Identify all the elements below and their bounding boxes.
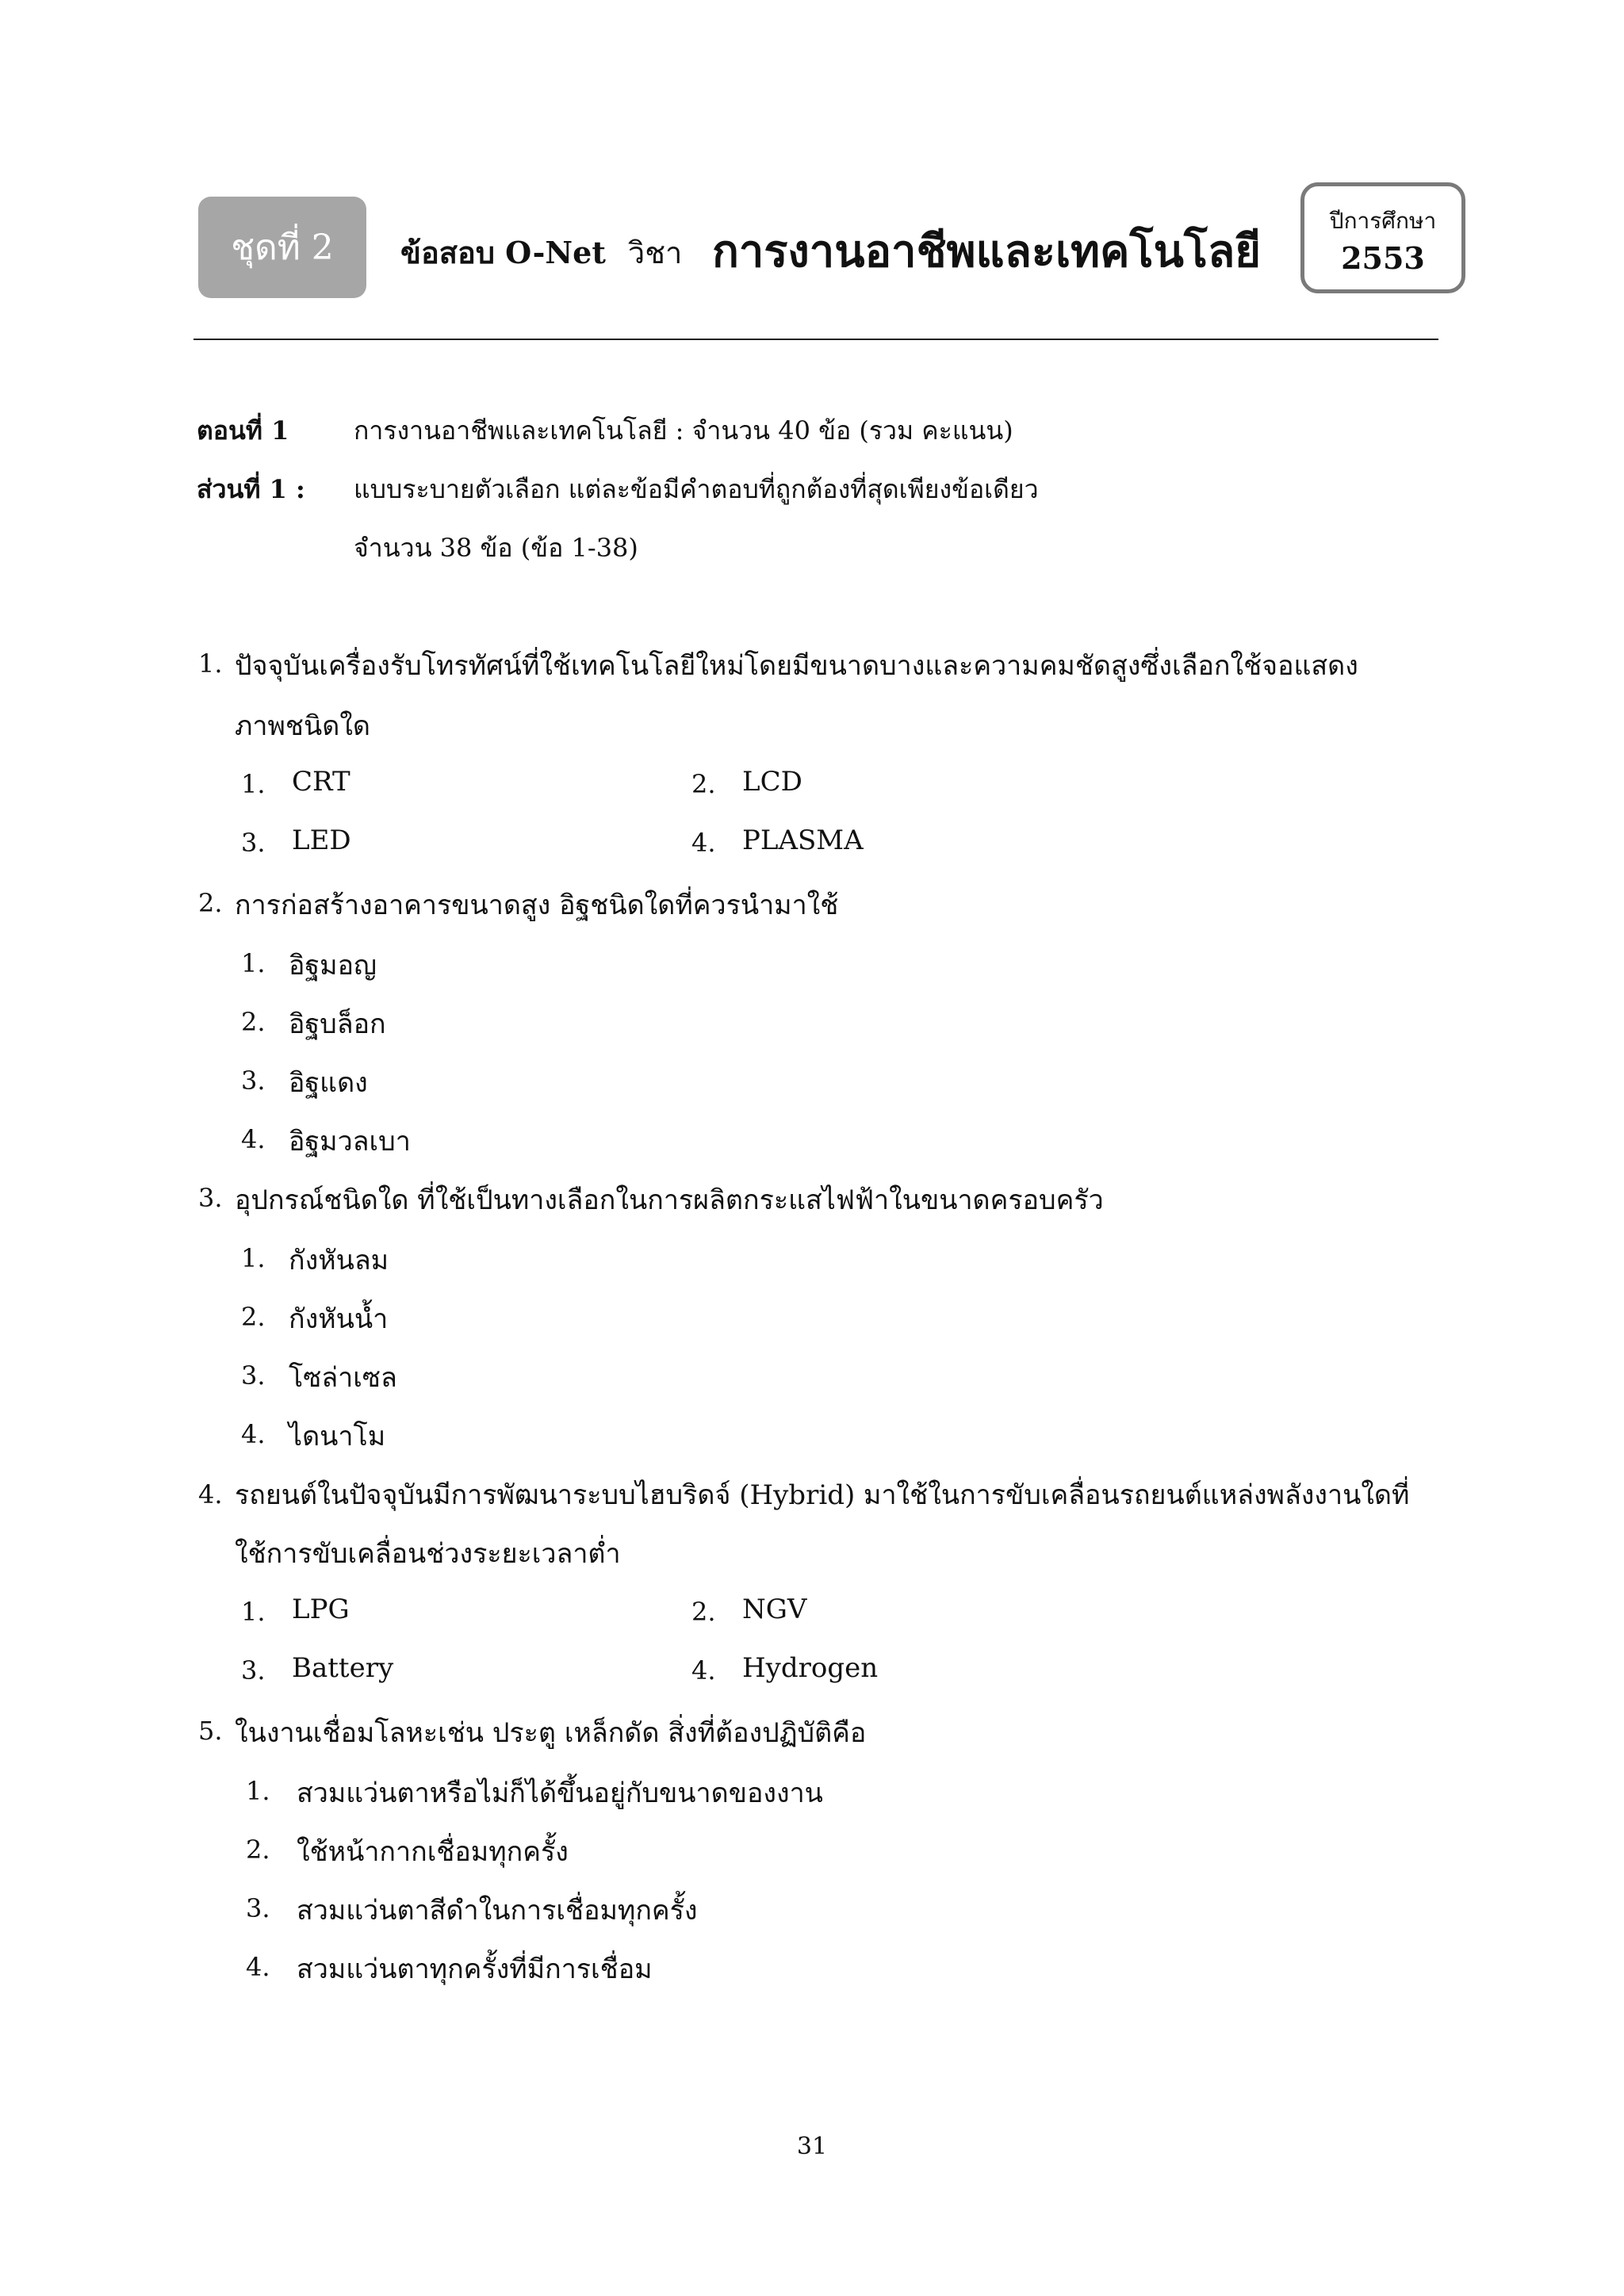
option-text: Battery — [292, 1652, 394, 1684]
option-number: 3. — [241, 1655, 266, 1686]
option-text: โซล่าเซล — [289, 1362, 397, 1394]
option-number: 4. — [241, 1419, 266, 1449]
question-text-continued: ภาพชนิดใด — [235, 710, 370, 742]
option-text: ไดนาโม — [289, 1421, 386, 1452]
option-number: 3. — [241, 1360, 266, 1391]
header-divider — [193, 339, 1438, 340]
option-text: สวมแว่นตาทุกครั้งที่มีการเชื่อม — [297, 1954, 653, 1985]
question-text: ในงานเชื่อมโลหะเช่น ประตู เหล็กดัด สิ่งที่ต้องปฏิบัติคือ — [235, 1717, 867, 1749]
academic-year-value: 2553 — [1341, 240, 1425, 276]
question-number: 1. — [198, 649, 223, 679]
option-text: Hydrogen — [742, 1652, 879, 1684]
option-text: CRT — [292, 766, 350, 798]
question-text: ปัจจุบันเครื่องรับโทรทัศน์ที่ใช้เทคโนโลยีใหม่โดยมีขนาดบางและความคมชัดสูงซึ่งเลือกใช้จอแสดง — [235, 650, 1358, 682]
option-text: ใช้หน้ากากเชื่อมทุกครั้ง — [297, 1836, 569, 1868]
set-badge — [198, 197, 366, 298]
option-number: 4. — [691, 1655, 716, 1686]
option-number: 1. — [246, 1776, 270, 1806]
question-text-continued: ใช้การขับเคลื่อนช่วงระยะเวลาต่ำ — [235, 1538, 621, 1570]
academic-year-box — [1300, 182, 1465, 293]
option-text: LPG — [292, 1594, 350, 1625]
academic-year-label: ปีการศึกษา — [1329, 208, 1437, 234]
option-text: NGV — [742, 1594, 807, 1625]
option-text: LCD — [742, 766, 802, 798]
part-description: การงานอาชีพและเทคโนโลยี : จำนวน 40 ข้อ (รวม คะแนน) — [354, 415, 1013, 446]
subpart-description: แบบระบายตัวเลือก แต่ละข้อมีคำตอบที่ถูกต้องที่สุดเพียงข้อเดียว — [354, 474, 1039, 504]
option-text: อิฐมอญ — [289, 950, 377, 982]
option-text: สวมแว่นตาสีดำในการเชื่อมทุกครั้ง — [297, 1895, 698, 1927]
subpart-label: ส่วนที่ 1 : — [197, 474, 305, 504]
question-number: 2. — [198, 888, 223, 918]
option-number: 1. — [241, 948, 266, 978]
option-number: 3. — [246, 1893, 270, 1923]
question-text: อุปกรณ์ชนิดใด ที่ใช้เป็นทางเลือกในการผลิตกระแสไฟฟ้าในขนาดครอบครัว — [235, 1184, 1104, 1216]
option-number: 1. — [241, 1597, 266, 1627]
option-text: สวมแว่นตาหรือไม่ก็ได้ขึ้นอยู่กับขนาดของงาน — [297, 1777, 823, 1809]
question-text: การก่อสร้างอาคารขนาดสูง อิฐชนิดใดที่ควรนำมาใช้ — [235, 890, 839, 921]
option-number: 4. — [241, 1124, 266, 1154]
question-number: 4. — [198, 1479, 223, 1510]
subject-prefix: วิชา — [627, 235, 683, 270]
option-text: PLASMA — [742, 825, 864, 856]
option-number: 2. — [241, 1007, 266, 1037]
exam-name: ข้อสอบ O-Net — [400, 235, 606, 270]
question-number: 5. — [198, 1716, 223, 1746]
option-number: 2. — [241, 1302, 266, 1332]
page-number: 31 — [796, 2133, 828, 2160]
option-text: กังหันน้ำ — [289, 1303, 389, 1335]
option-text: อิฐบล็อก — [289, 1008, 386, 1040]
question-text: รถยนต์ในปัจจุบันมีการพัฒนาระบบไฮบริดจ์ (Hybrid) มาใช้ในการขับเคลื่อนรถยนต์แหล่งพลังงานใดที่ — [235, 1479, 1410, 1511]
option-text: LED — [292, 825, 351, 856]
set-badge-label: ชุดที่ 2 — [231, 228, 334, 268]
option-number: 2. — [246, 1835, 270, 1865]
option-text: อิฐมวลเบา — [289, 1126, 411, 1158]
option-text: กังหันลม — [289, 1245, 389, 1276]
option-number: 3. — [241, 1066, 266, 1096]
subpart-count: จำนวน 38 ข้อ (ข้อ 1-38) — [354, 533, 638, 563]
option-number: 2. — [691, 769, 716, 799]
part-label: ตอนที่ 1 — [197, 415, 289, 446]
option-number: 4. — [246, 1952, 270, 1982]
option-number: 4. — [691, 828, 716, 858]
option-text: อิฐแดง — [289, 1067, 368, 1099]
option-number: 3. — [241, 828, 266, 858]
subject-title: การงานอาชีพและเทคโนโลยี — [712, 225, 1262, 277]
option-number: 2. — [691, 1597, 716, 1627]
option-number: 1. — [241, 769, 266, 799]
exam-label — [400, 228, 682, 277]
question-number: 3. — [198, 1183, 223, 1213]
option-number: 1. — [241, 1243, 266, 1273]
